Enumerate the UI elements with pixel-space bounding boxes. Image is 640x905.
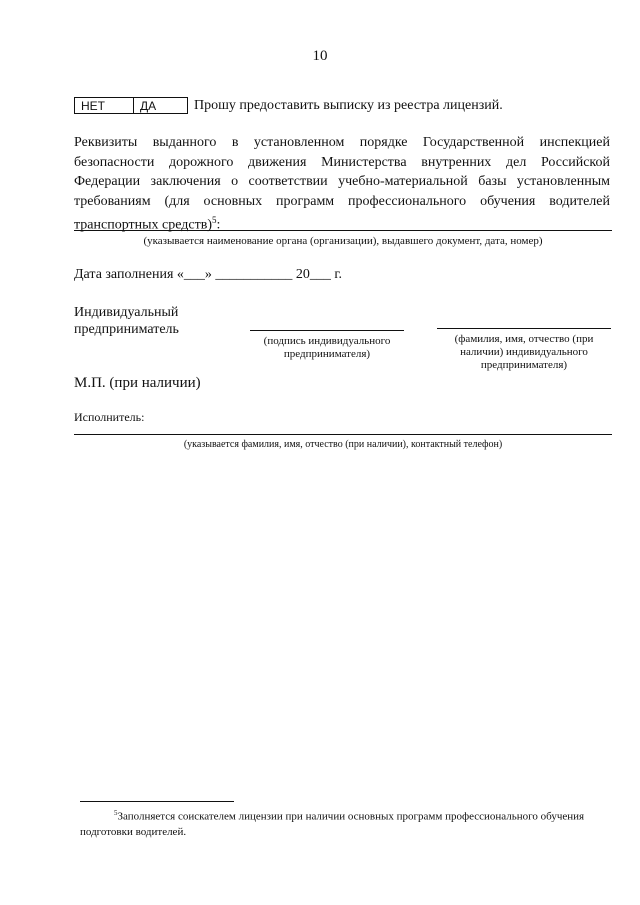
footnote-reference: 5 [212,215,217,225]
requisites-paragraph [74,133,610,235]
requisites-text: Реквизиты выданного в установленном порядке Государственной инспекцией безопасности дорожного движения Министерства внутренних дел Российской Федерации заключения о соответствии учебно-материальной базы установленным требованиям (для основных программ профессионального обучения водителей транспортных средств) [74,135,610,233]
footnote [80,806,612,840]
requisites-suffix: : [216,217,221,233]
signature-line[interactable] [250,330,404,331]
entrepreneur-label [74,304,179,338]
seal-label: М.П. (при наличии) [74,375,201,391]
option-no-checkbox[interactable]: НЕТ [74,97,134,114]
fill-date: Дата заполнения «___» ___________ 20___ г. [74,267,343,282]
footnote-separator [80,801,234,802]
footnote-text: Заполняется соискателем лицензии при наличии основных программ профессионального обучения подготовки водителей. [80,810,585,838]
entrepreneur-label-line2: предприниматель [74,322,179,337]
footnote-marker: 5 [114,809,118,817]
executor-label: Исполнитель: [74,410,145,424]
executor-caption: (указывается фамилия, имя, отчество (при наличии), контактный телефон) [183,439,503,450]
option-yes-checkbox[interactable]: ДА [133,97,188,114]
extract-request-text: Прошу предоставить выписку из реестра лицензий. [194,98,503,113]
requisites-input-line[interactable] [74,230,612,231]
entrepreneur-label-line1: Индивидуальный [74,305,179,320]
page-number: 10 [312,48,328,64]
full-name-caption: (фамилия, имя, отчество (при наличии) индивидуального предпринимателя) [454,333,594,371]
full-name-line[interactable] [437,328,611,329]
signature-caption: (подпись индивидуального предпринимателя) [263,335,391,360]
executor-input-line[interactable] [74,434,612,435]
requisites-caption: (указывается наименование органа (организации), выдавшего документ, дата, номер) [143,235,543,247]
